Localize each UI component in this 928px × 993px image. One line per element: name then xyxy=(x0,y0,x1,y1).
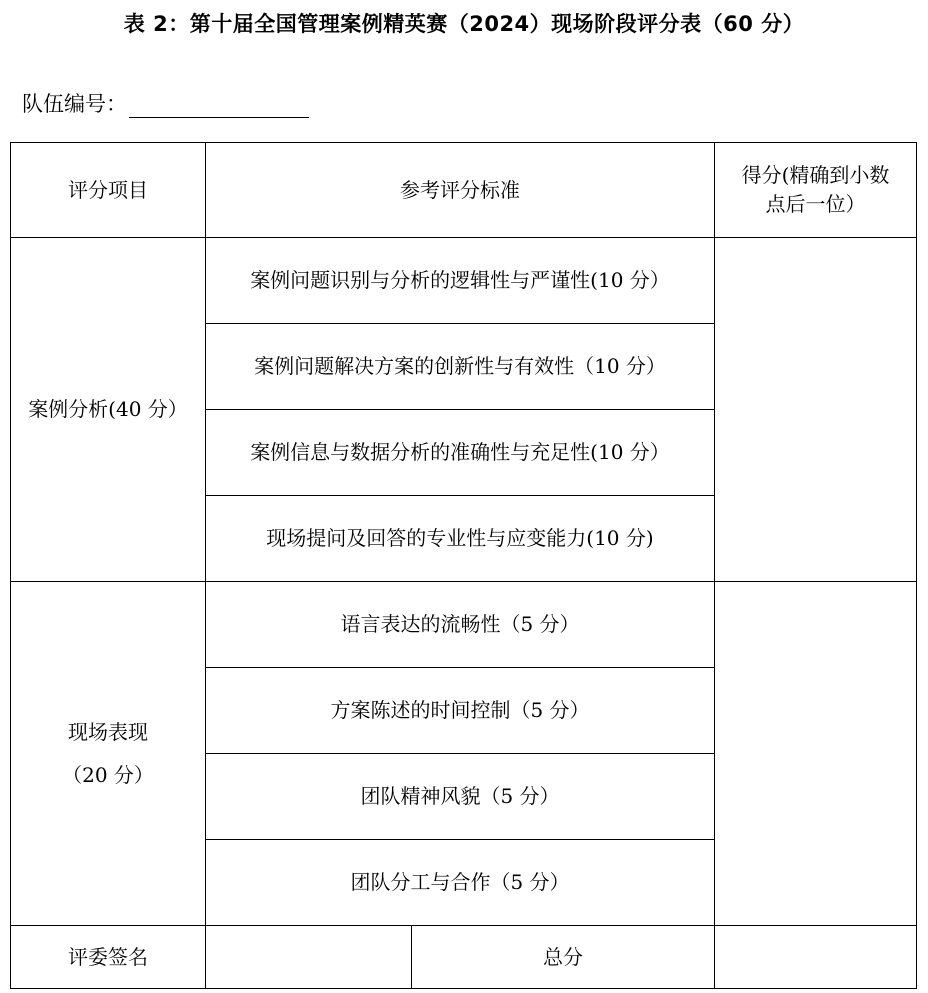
criterion-cell: 团队分工与合作（5 分） xyxy=(206,840,715,926)
criterion-cell: 语言表达的流畅性（5 分） xyxy=(206,582,715,668)
header-criteria: 参考评分标准 xyxy=(206,143,715,238)
criterion-cell: 方案陈述的时间控制（5 分） xyxy=(206,668,715,754)
category-performance-line1: 现场表现 xyxy=(68,719,148,744)
criterion-cell: 团队精神风貌（5 分） xyxy=(206,754,715,840)
team-number-row xyxy=(22,88,309,118)
criterion-cell: 案例问题识别与分析的逻辑性与严谨性(10 分） xyxy=(206,238,715,324)
score-input-case-analysis[interactable] xyxy=(715,238,917,582)
judge-signature-field[interactable] xyxy=(206,926,412,989)
header-score-line2: 点后一位） xyxy=(765,192,866,216)
footer-row xyxy=(11,926,917,989)
criterion-cell: 案例问题解决方案的创新性与有效性（10 分） xyxy=(206,324,715,410)
table-row xyxy=(11,238,917,324)
total-score-field[interactable] xyxy=(715,926,917,989)
header-score-line1: 得分(精确到小数 xyxy=(741,163,890,187)
scoring-table xyxy=(10,142,917,989)
category-performance xyxy=(11,582,206,926)
table-row xyxy=(11,582,917,668)
judge-signature-label: 评委签名 xyxy=(11,926,206,989)
category-performance-line2: （20 分） xyxy=(62,762,154,787)
criterion-cell: 现场提问及回答的专业性与应变能力(10 分) xyxy=(206,496,715,582)
header-item: 评分项目 xyxy=(11,143,206,238)
header-row xyxy=(11,143,917,238)
team-number-label: 队伍编号： xyxy=(22,92,127,116)
header-score xyxy=(715,143,917,238)
criterion-cell: 案例信息与数据分析的准确性与充足性(10 分） xyxy=(206,410,715,496)
team-number-field[interactable] xyxy=(129,93,309,118)
category-case-analysis: 案例分析(40 分） xyxy=(11,238,206,582)
score-input-performance[interactable] xyxy=(715,582,917,926)
page-title: 表 2：第十届全国管理案例精英赛（2024）现场阶段评分表（60 分） xyxy=(123,12,805,36)
total-label: 总分 xyxy=(412,926,715,989)
